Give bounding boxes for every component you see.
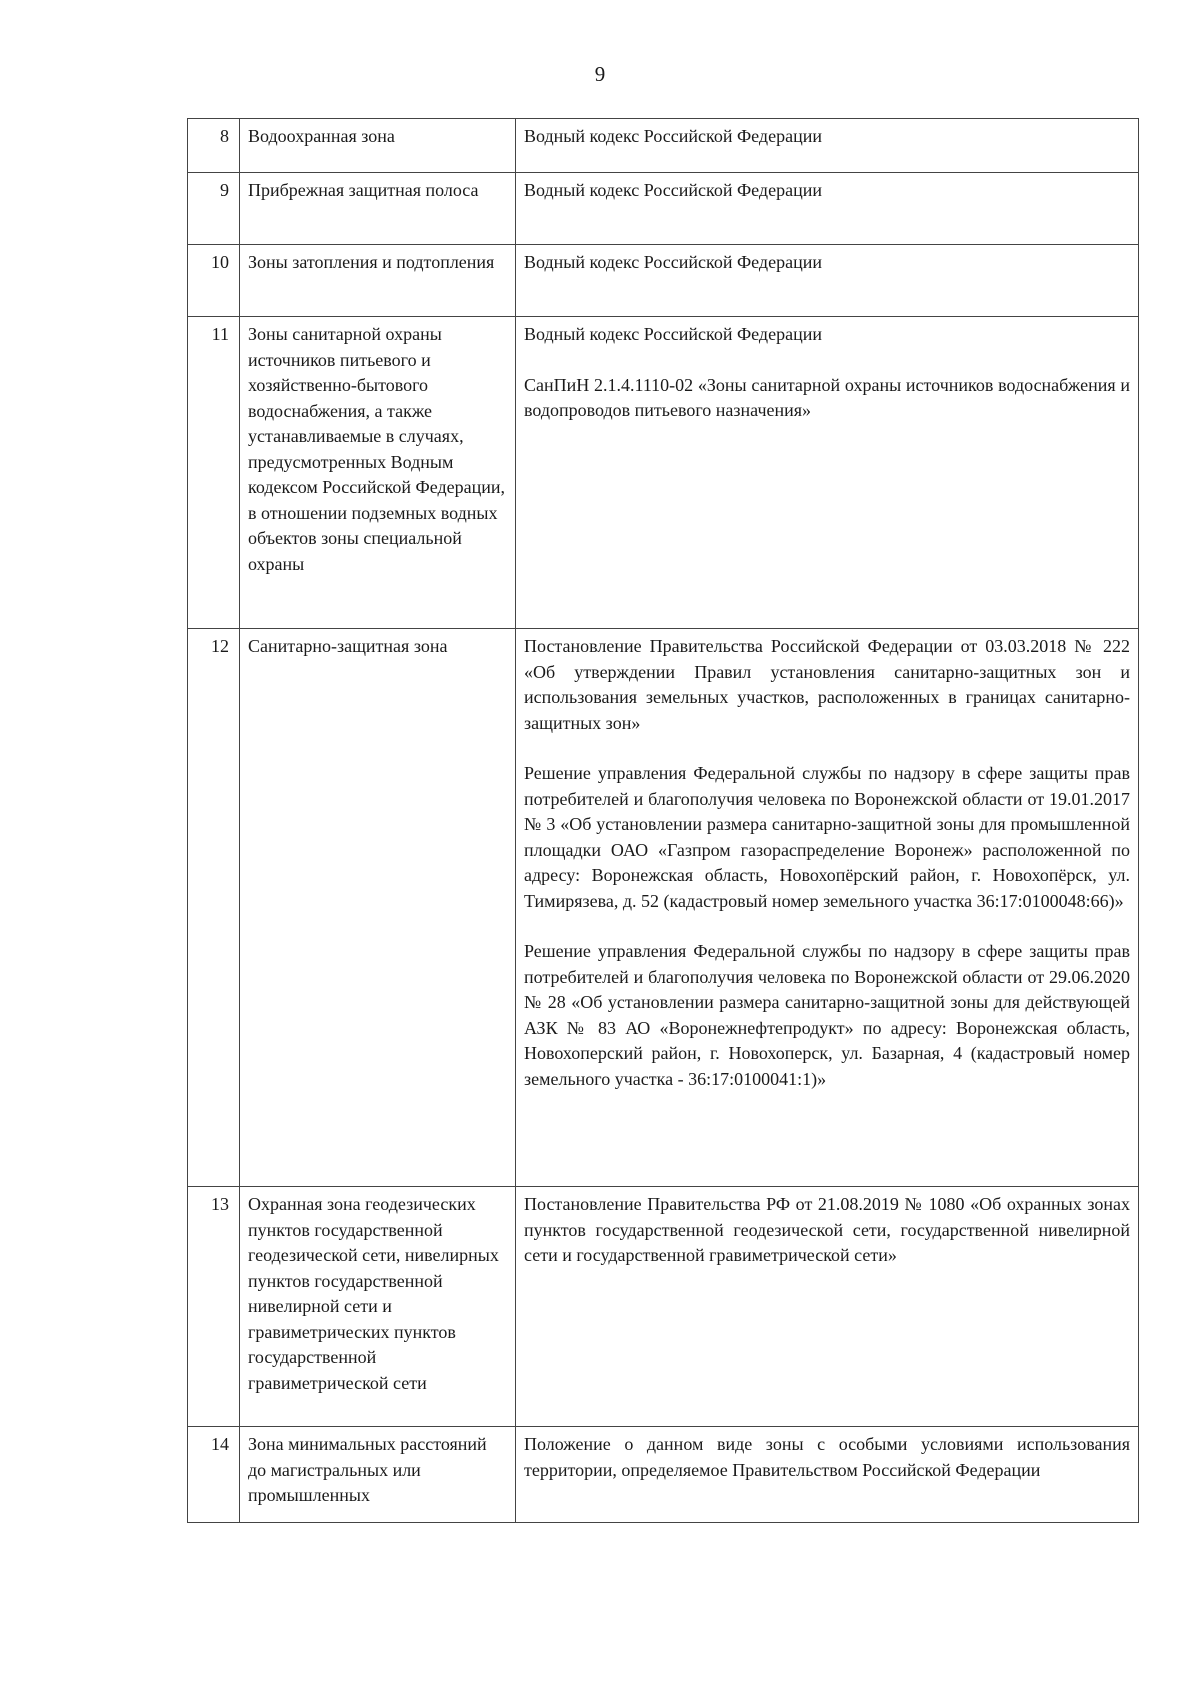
row-number: 9 <box>188 173 240 245</box>
zone-name: Зоны санитарной охраны источников питьевого и хозяйственно-бытового водоснабжения, а также устанавливаемые в случаях, предусмотренных Водным кодексом Российской Федерации, в отношении подземных водных объектов зоны специальной охраны <box>240 317 516 629</box>
table-row <box>188 629 1139 1187</box>
table-row <box>188 1427 1139 1523</box>
legal-basis <box>516 1427 1139 1523</box>
legal-basis-paragraph: Положение о данном виде зоны с особыми условиями использования территории, определяемое Правительством Российской Федерации <box>524 1434 1130 1480</box>
legal-basis <box>516 173 1139 245</box>
table-row <box>188 317 1139 629</box>
legal-basis-paragraph: Водный кодекс Российской Федерации <box>524 324 822 344</box>
row-number: 13 <box>188 1187 240 1427</box>
table-row <box>188 173 1139 245</box>
zones-table <box>187 118 1139 1523</box>
legal-basis-paragraph: Постановление Правительства РФ от 21.08.2019 № 1080 «Об охранных зонах пунктов государственной геодезической сети, государственной нивелирной сети и государственной гравиметрической сети» <box>524 1194 1130 1265</box>
row-number: 8 <box>188 119 240 173</box>
zone-name: Прибрежная защитная полоса <box>240 173 516 245</box>
zone-name: Водоохранная зона <box>240 119 516 173</box>
row-number: 14 <box>188 1427 240 1523</box>
row-number: 10 <box>188 245 240 317</box>
legal-basis-paragraph: Постановление Правительства Российской Федерации от 03.03.2018 № 222 «Об утверждении Правил установления санитарно-защитных зон и использования земельных участков, расположенных в границах санитарно-защитных зон» <box>524 636 1130 733</box>
legal-basis-paragraph: Водный кодекс Российской Федерации <box>524 126 822 146</box>
zone-name: Санитарно-защитная зона <box>240 629 516 1187</box>
page-number: 9 <box>594 62 606 86</box>
legal-basis <box>516 629 1139 1187</box>
legal-basis-paragraph: Водный кодекс Российской Федерации <box>524 252 822 272</box>
zone-name: Зоны затопления и подтопления <box>240 245 516 317</box>
table-row <box>188 1187 1139 1427</box>
legal-basis-paragraph: СанПиН 2.1.4.1110-02 «Зоны санитарной охраны источников водоснабжения и водопроводов питьевого назначения» <box>524 374 1130 420</box>
legal-basis <box>516 119 1139 173</box>
legal-basis <box>516 1187 1139 1427</box>
zone-name: Охранная зона геодезических пунктов государственной геодезической сети, нивелирных пунктов государственной нивелирной сети и гравиметрических пунктов государственной гравиметрической сети <box>240 1187 516 1427</box>
row-number: 12 <box>188 629 240 1187</box>
legal-basis-paragraph: Водный кодекс Российской Федерации <box>524 180 822 200</box>
table-row <box>188 245 1139 317</box>
zones-table-body <box>188 119 1139 1523</box>
legal-basis-paragraph: Решение управления Федеральной службы по надзору в сфере защиты прав потребителей и благополучия человека по Воронежской области от 29.06.2020 № 28 «Об установлении размера санитарно-защитной зоны для действующей АЗК № 83 АО «Воронежнефтепродукт» по адресу: Воронежская область, Новохоперский район, г. Новохоперск, ул. Базарная, 4 (кадастровый номер земельного участка - 36:17:0100041:1)» <box>524 941 1130 1089</box>
zone-name: Зона минимальных расстояний до магистральных или промышленных <box>240 1427 516 1523</box>
table-row <box>188 119 1139 173</box>
legal-basis <box>516 245 1139 317</box>
row-number: 11 <box>188 317 240 629</box>
legal-basis <box>516 317 1139 629</box>
legal-basis-paragraph: Решение управления Федеральной службы по надзору в сфере защиты прав потребителей и благополучия человека по Воронежской области от 19.01.2017 № 3 «Об установлении размера санитарно-защитной зоны для промышленной площадки ОАО «Газпром газораспределение Воронеж» расположенной по адресу: Воронежская область, Новохопёрский район, г. Новохопёрск, ул. Тимирязева, д. 52 (кадастровый номер земельного участка 36:17:0100048:66)» <box>524 763 1130 911</box>
